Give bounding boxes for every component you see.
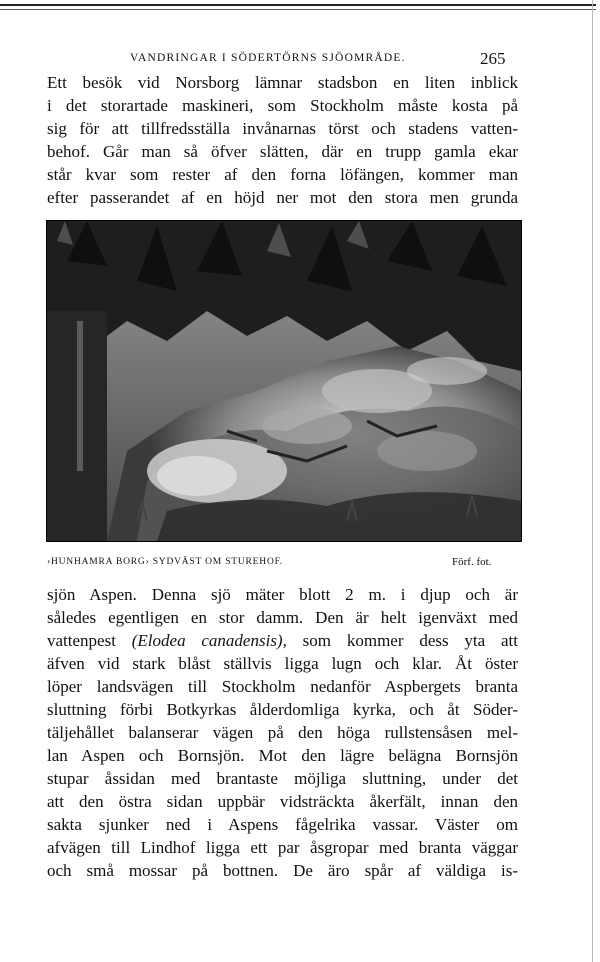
page-number: 265 [480, 49, 506, 68]
photo-credit: Förf. fot. [452, 556, 492, 568]
paragraph-top [47, 71, 518, 209]
text-line: Ett besök vid Norsborg lämnar stadsbon en liten inblick [47, 73, 518, 92]
running-head: VANDRINGAR I SÖDERTÖRNS SJÖOMRÅDE. [130, 52, 406, 64]
photograph-illustration [47, 221, 521, 541]
text-line: och små mossar på bottnen. De äro spår af väldiga is- [47, 861, 518, 880]
text-line: sig för att tillfredsställa invånarnas törst och stadens vatten- [47, 119, 518, 138]
text-line: sjön Aspen. Denna sjö mäter blott 2 m. i djup och är [47, 585, 518, 604]
text-line: står kvar som rester af den forna löfängen, kommer man [47, 165, 518, 184]
paragraph-bottom [47, 583, 518, 882]
text-line: i det storartade maskineri, som Stockholm måste kosta på [47, 96, 518, 115]
text-line: löper landsvägen till Stockholm nedanför Aspbergets branta [47, 677, 518, 696]
text-line: efter passerandet af en höjd ner mot den stora men grunda [47, 188, 518, 207]
text-line: sakta sjunker ned i Aspens fågelrika vassar. Väster om [47, 815, 518, 834]
text-line-with-italic [47, 629, 518, 652]
photograph-rocky-hill [46, 220, 522, 542]
text-line: behof. Går man så öfver slätten, där en trupp gamla ekar [47, 142, 518, 161]
figure-caption: ›HUNHAMRA BORG› SYDVÄST OM STUREHOF. [47, 557, 284, 567]
text-line: lan Aspen och Bornsjön. Mot den lägre belägna Bornsjön [47, 746, 518, 765]
text-line: således egentligen en stor damm. Den är helt igenväxt med [47, 608, 518, 627]
text-line: äfven vid stark blåst ställvis ligga lugn och klar. Åt öster [47, 654, 518, 673]
page-edge [592, 0, 593, 962]
top-border-rule [0, 4, 596, 6]
top-border-rule-thin [0, 9, 596, 10]
text-line: täljehållet balanserar vägen på den höga rullstensåsen mel- [47, 723, 518, 742]
text-line: afvägen till Lindhof ligga ett par åsgropar med branta väggar [47, 838, 518, 857]
text-line: sluttning förbi Botkyrkas ålderdomliga kyrka, och åt Söder- [47, 700, 518, 719]
italic-species-name: (Elodea canadensis), [131, 631, 287, 650]
text-segment: vattenpest [47, 631, 132, 650]
text-line: att den östra sidan uppbär vidsträckta åkerfält, innan den [47, 792, 518, 811]
text-line: stupar åssidan med brantaste möjliga sluttning, under det [47, 769, 518, 788]
text-segment: som kommer dess yta att [286, 631, 519, 650]
